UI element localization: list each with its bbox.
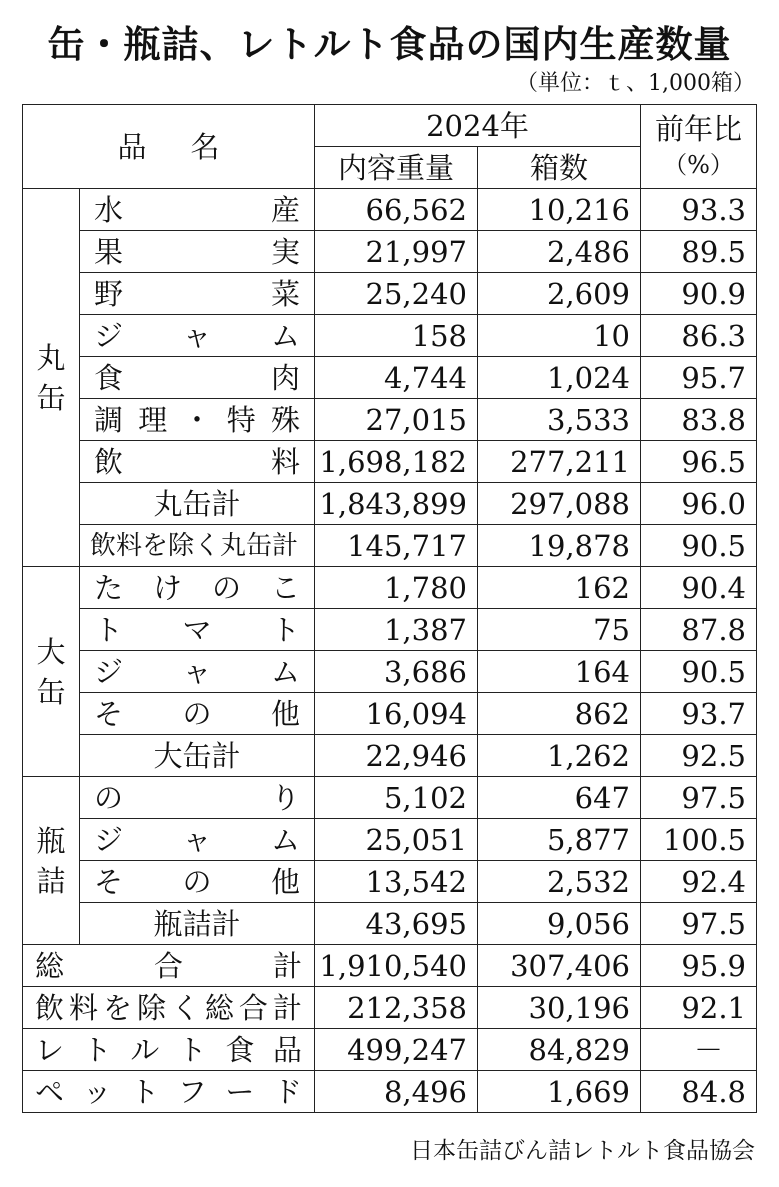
cell-weight: 4,744 bbox=[315, 357, 478, 399]
row-label bbox=[23, 987, 315, 1029]
cell-weight: 1,843,899 bbox=[315, 483, 478, 525]
cell-cases: 9,056 bbox=[478, 903, 641, 945]
row-label-char: 品 bbox=[272, 1032, 302, 1067]
cell-cases: 2,486 bbox=[478, 231, 641, 273]
row-label-char: フ bbox=[177, 1074, 207, 1109]
group-label-marukan bbox=[23, 189, 80, 567]
row-label-char: 産 bbox=[270, 192, 300, 227]
cell-cases: 75 bbox=[478, 609, 641, 651]
cell-weight: 1,387 bbox=[315, 609, 478, 651]
row-label-char: こ bbox=[270, 570, 300, 605]
header-item-name bbox=[23, 105, 315, 189]
table-row bbox=[23, 903, 757, 945]
row-label-char: 除 bbox=[136, 990, 166, 1025]
row-label-char: 計 bbox=[272, 948, 302, 983]
row-label-char: ッ bbox=[82, 1074, 112, 1109]
cell-weight: 43,695 bbox=[315, 903, 478, 945]
cell-cases: 10,216 bbox=[478, 189, 641, 231]
row-label-char: 水 bbox=[94, 192, 124, 227]
cell-weight: 212,358 bbox=[315, 987, 478, 1029]
row-label-char: り bbox=[270, 780, 300, 815]
row-label bbox=[80, 693, 315, 735]
row-label-char: 果 bbox=[94, 234, 124, 269]
cell-cases: 19,878 bbox=[478, 525, 641, 567]
header-ratio-label: 前年比 bbox=[654, 111, 742, 146]
header-item-char: 品 bbox=[117, 129, 147, 164]
cell-weight: 158 bbox=[315, 315, 478, 357]
row-label-char: 菜 bbox=[270, 276, 300, 311]
row-label-char: マ bbox=[182, 612, 212, 647]
row-label-char: 殊 bbox=[270, 402, 300, 437]
cell-ratio: 90.9 bbox=[641, 273, 757, 315]
cell-weight: 5,102 bbox=[315, 777, 478, 819]
cell-cases: 162 bbox=[478, 567, 641, 609]
cell-ratio: 89.5 bbox=[641, 231, 757, 273]
table-row bbox=[23, 693, 757, 735]
production-table bbox=[22, 104, 757, 1113]
row-label-char: 特 bbox=[226, 402, 256, 437]
row-label-char: 合 bbox=[153, 948, 183, 983]
row-label-char: ジ bbox=[94, 318, 124, 353]
table-row bbox=[23, 777, 757, 819]
header-item-char: 名 bbox=[190, 129, 220, 164]
table-row bbox=[23, 399, 757, 441]
row-label-char: ム bbox=[270, 318, 300, 353]
row-label-char: そ bbox=[94, 864, 124, 899]
table-row bbox=[23, 1071, 757, 1113]
row-label-char: 肉 bbox=[270, 360, 300, 395]
row-label-char: 飲 bbox=[94, 444, 124, 479]
row-label-char: の bbox=[182, 864, 212, 899]
table-row bbox=[23, 945, 757, 987]
row-label-char: 計 bbox=[272, 990, 302, 1025]
cell-cases: 1,262 bbox=[478, 735, 641, 777]
row-label bbox=[80, 609, 315, 651]
source-credit: 日本缶詰びん詰レトルト食品協会 bbox=[410, 1138, 755, 1164]
cell-ratio: 83.8 bbox=[641, 399, 757, 441]
row-label bbox=[80, 357, 315, 399]
row-label-char: そ bbox=[94, 696, 124, 731]
row-label-char: 料 bbox=[270, 444, 300, 479]
cell-weight: 16,094 bbox=[315, 693, 478, 735]
row-label bbox=[80, 777, 315, 819]
group-label-char: 缶 bbox=[36, 380, 66, 415]
cell-cases: 277,211 bbox=[478, 441, 641, 483]
header-cases: 箱数 bbox=[478, 147, 641, 189]
row-label-char: た bbox=[94, 570, 124, 605]
group-label-char: 瓶 bbox=[36, 823, 66, 858]
group-label-char: 大 bbox=[36, 634, 66, 669]
row-label-char: 野 bbox=[94, 276, 124, 311]
row-label-char: ャ bbox=[182, 318, 212, 353]
cell-weight: 21,997 bbox=[315, 231, 478, 273]
cell-cases: 3,533 bbox=[478, 399, 641, 441]
cell-cases: 1,024 bbox=[478, 357, 641, 399]
row-label bbox=[23, 945, 315, 987]
row-label-char: の bbox=[182, 696, 212, 731]
row-label bbox=[80, 861, 315, 903]
table-row bbox=[23, 1029, 757, 1071]
cell-ratio: 93.3 bbox=[641, 189, 757, 231]
row-label-char: ム bbox=[270, 822, 300, 857]
cell-ratio: － bbox=[641, 1029, 757, 1071]
cell-ratio: 86.3 bbox=[641, 315, 757, 357]
cell-cases: 297,088 bbox=[478, 483, 641, 525]
row-label-char: ト bbox=[130, 1074, 160, 1109]
cell-weight: 1,780 bbox=[315, 567, 478, 609]
row-label: 瓶詰計 bbox=[80, 903, 315, 945]
cell-weight: 25,051 bbox=[315, 819, 478, 861]
group-label-ookan bbox=[23, 567, 80, 777]
cell-weight: 22,946 bbox=[315, 735, 478, 777]
row-label-char: 料 bbox=[68, 990, 98, 1025]
cell-cases: 647 bbox=[478, 777, 641, 819]
row-label-char: ジ bbox=[94, 822, 124, 857]
row-label-char: ル bbox=[130, 1032, 160, 1067]
cell-weight: 145,717 bbox=[315, 525, 478, 567]
row-label-char: 食 bbox=[94, 360, 124, 395]
cell-ratio: 90.4 bbox=[641, 567, 757, 609]
table-row bbox=[23, 651, 757, 693]
cell-weight: 66,562 bbox=[315, 189, 478, 231]
cell-cases: 2,609 bbox=[478, 273, 641, 315]
cell-weight: 13,542 bbox=[315, 861, 478, 903]
cell-cases: 307,406 bbox=[478, 945, 641, 987]
row-label bbox=[80, 441, 315, 483]
row-label-char: く bbox=[170, 990, 200, 1025]
row-label-char: 食 bbox=[225, 1032, 255, 1067]
row-label-char: 総 bbox=[204, 990, 234, 1025]
cell-weight: 1,910,540 bbox=[315, 945, 478, 987]
cell-weight: 499,247 bbox=[315, 1029, 478, 1071]
row-label bbox=[80, 231, 315, 273]
cell-weight: 25,240 bbox=[315, 273, 478, 315]
table-row bbox=[23, 315, 757, 357]
row-label-char: ト bbox=[94, 612, 124, 647]
row-label: 飲料を除く丸缶計 bbox=[80, 525, 315, 567]
row-label-char: ト bbox=[270, 612, 300, 647]
cell-cases: 164 bbox=[478, 651, 641, 693]
cell-weight: 8,496 bbox=[315, 1071, 478, 1113]
table-row bbox=[23, 861, 757, 903]
cell-ratio: 93.7 bbox=[641, 693, 757, 735]
cell-ratio: 96.0 bbox=[641, 483, 757, 525]
row-label-char: 実 bbox=[270, 234, 300, 269]
cell-ratio: 84.8 bbox=[641, 1071, 757, 1113]
table-row bbox=[23, 273, 757, 315]
group-label-char: 詰 bbox=[36, 863, 66, 898]
cell-weight: 27,015 bbox=[315, 399, 478, 441]
cell-ratio: 96.5 bbox=[641, 441, 757, 483]
row-label-char: の bbox=[211, 570, 241, 605]
cell-cases: 10 bbox=[478, 315, 641, 357]
group-label-char: 缶 bbox=[36, 674, 66, 709]
row-label-char: 総 bbox=[35, 948, 65, 983]
cell-cases: 1,669 bbox=[478, 1071, 641, 1113]
table-row bbox=[23, 441, 757, 483]
row-label-char: レ bbox=[35, 1032, 65, 1067]
table-row bbox=[23, 525, 757, 567]
table-row bbox=[23, 735, 757, 777]
cell-ratio: 95.7 bbox=[641, 357, 757, 399]
row-label-char: 理 bbox=[138, 402, 168, 437]
table-row bbox=[23, 609, 757, 651]
cell-ratio: 92.1 bbox=[641, 987, 757, 1029]
row-label-char: ー bbox=[225, 1074, 255, 1109]
row-label-char: 合 bbox=[238, 990, 268, 1025]
table-row bbox=[23, 567, 757, 609]
cell-cases: 84,829 bbox=[478, 1029, 641, 1071]
row-label-char: ジ bbox=[94, 654, 124, 689]
row-label-char: け bbox=[152, 570, 182, 605]
row-label-char: ト bbox=[82, 1032, 112, 1067]
row-label-char: ・ bbox=[182, 402, 212, 437]
group-label-binzume bbox=[23, 777, 80, 945]
header-weight: 内容重量 bbox=[315, 147, 478, 189]
cell-cases: 2,532 bbox=[478, 861, 641, 903]
table-row bbox=[23, 987, 757, 1029]
cell-ratio: 97.5 bbox=[641, 777, 757, 819]
table-row bbox=[23, 483, 757, 525]
table-row bbox=[23, 819, 757, 861]
row-label-char: ム bbox=[270, 654, 300, 689]
cell-weight: 1,698,182 bbox=[315, 441, 478, 483]
row-label bbox=[23, 1029, 315, 1071]
row-label bbox=[80, 399, 315, 441]
cell-cases: 5,877 bbox=[478, 819, 641, 861]
group-label-char: 丸 bbox=[36, 340, 66, 375]
cell-ratio: 92.5 bbox=[641, 735, 757, 777]
row-label bbox=[80, 567, 315, 609]
row-label: 丸缶計 bbox=[80, 483, 315, 525]
row-label bbox=[80, 273, 315, 315]
cell-ratio: 90.5 bbox=[641, 525, 757, 567]
cell-ratio: 87.8 bbox=[641, 609, 757, 651]
row-label-char: 飲 bbox=[35, 990, 65, 1025]
header-year: 2024年 bbox=[315, 105, 641, 147]
header-row-1 bbox=[23, 105, 757, 147]
row-label bbox=[23, 1071, 315, 1113]
row-label-char: ト bbox=[177, 1032, 207, 1067]
page-title: 缶・瓶詰、レトルト食品の国内生産数量 bbox=[47, 23, 732, 66]
unit-note: （単位：ｔ、1,000箱） bbox=[516, 71, 755, 96]
table-row bbox=[23, 231, 757, 273]
cell-ratio: 92.4 bbox=[641, 861, 757, 903]
row-label-char: の bbox=[94, 780, 124, 815]
row-label bbox=[80, 819, 315, 861]
row-label bbox=[80, 315, 315, 357]
cell-cases: 30,196 bbox=[478, 987, 641, 1029]
row-label bbox=[80, 651, 315, 693]
cell-ratio: 100.5 bbox=[641, 819, 757, 861]
cell-ratio: 97.5 bbox=[641, 903, 757, 945]
table-row bbox=[23, 357, 757, 399]
cell-ratio: 95.9 bbox=[641, 945, 757, 987]
row-label bbox=[80, 189, 315, 231]
row-label-char: ャ bbox=[182, 654, 212, 689]
cell-weight: 3,686 bbox=[315, 651, 478, 693]
row-label: 大缶計 bbox=[80, 735, 315, 777]
row-label-char: を bbox=[102, 990, 132, 1025]
row-label-char: 他 bbox=[270, 864, 300, 899]
table-row bbox=[23, 189, 757, 231]
row-label-char: 調 bbox=[94, 402, 124, 437]
header-ratio bbox=[641, 105, 757, 189]
row-label-char: 他 bbox=[270, 696, 300, 731]
cell-ratio: 90.5 bbox=[641, 651, 757, 693]
row-label-char: ド bbox=[272, 1074, 302, 1109]
row-label-char: ャ bbox=[182, 822, 212, 857]
cell-cases: 862 bbox=[478, 693, 641, 735]
header-ratio-unit: （%） bbox=[663, 150, 734, 179]
row-label-char: ペ bbox=[35, 1074, 65, 1109]
